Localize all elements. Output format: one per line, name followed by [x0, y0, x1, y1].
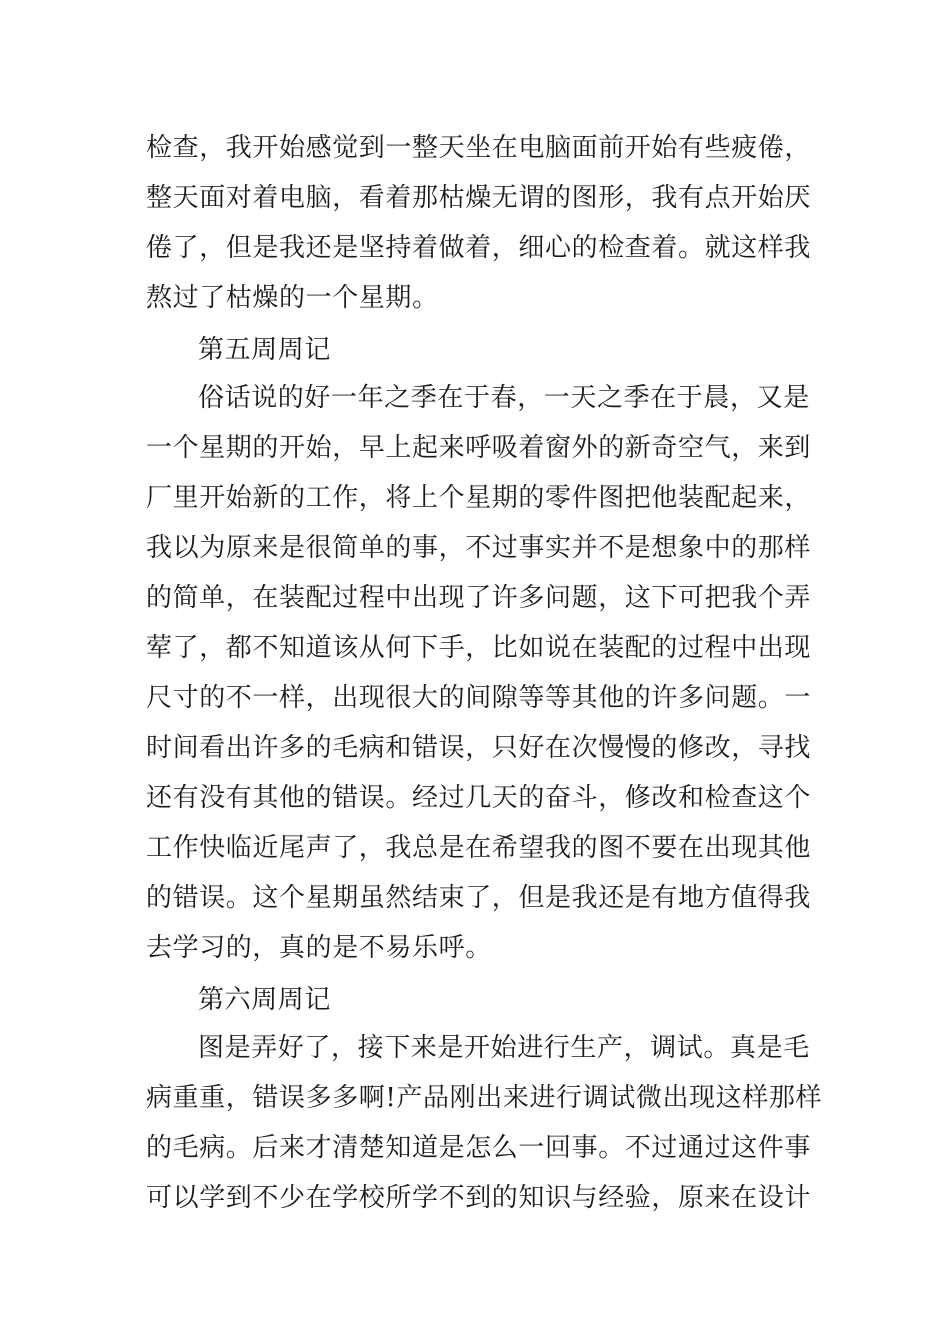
- text-line: 厂里开始新的工作，将上个星期的零件图把他装配起来，: [146, 483, 812, 513]
- paragraph-start-line: 俗话说的好一年之季在于春，一天之季在于晨，又是: [198, 383, 810, 413]
- text-line: 的错误。这个星期虽然结束了，但是我还是有地方值得我: [146, 883, 812, 913]
- text-line: 荤了，都不知道该从何下手，比如说在装配的过程中出现: [146, 633, 812, 663]
- text-line: 整天面对着电脑，看着那枯燥无谓的图形，我有点开始厌: [146, 183, 812, 213]
- text-line: 的毛病。后来才清楚知道是怎么一回事。不过通过这件事: [146, 1133, 812, 1163]
- text-line: 我以为原来是很简单的事，不过事实并不是想象中的那样: [146, 533, 812, 563]
- paragraph-start-line: 图是弄好了，接下来是开始进行生产，调试。真是毛: [198, 1033, 810, 1063]
- section-heading-week5: 第五周周记: [198, 335, 332, 365]
- text-line: 去学习的，真的是不易乐呼。: [146, 933, 492, 963]
- text-line: 一个星期的开始，早上起来呼吸着窗外的新奇空气，来到: [146, 433, 812, 463]
- text-line: 的简单，在装配过程中出现了许多问题，这下可把我个弄: [146, 583, 812, 613]
- text-line: 检查，我开始感觉到一整天坐在电脑面前开始有些疲倦，: [146, 133, 812, 163]
- text-line: 可以学到不少在学校所学不到的知识与经验，原来在设计: [146, 1183, 812, 1213]
- text-line: 还有没有其他的错误。经过几天的奋斗，修改和检查这个: [146, 783, 812, 813]
- text-line: 尺寸的不一样，出现很大的间隙等等其他的许多问题。一: [146, 683, 812, 713]
- text-line: 工作快临近尾声了，我总是在希望我的图不要在出现其他: [146, 833, 812, 863]
- text-line: 倦了，但是我还是坚持着做着，细心的检查着。就这样我: [146, 233, 812, 263]
- text-line: 病重重，错误多多啊!产品刚出来进行调试微出现这样那样: [146, 1083, 823, 1113]
- text-line: 时间看出许多的毛病和错误，只好在次慢慢的修改，寻找: [146, 733, 812, 763]
- section-heading-week6: 第六周周记: [198, 985, 332, 1015]
- text-line: 熬过了枯燥的一个星期。: [146, 283, 439, 313]
